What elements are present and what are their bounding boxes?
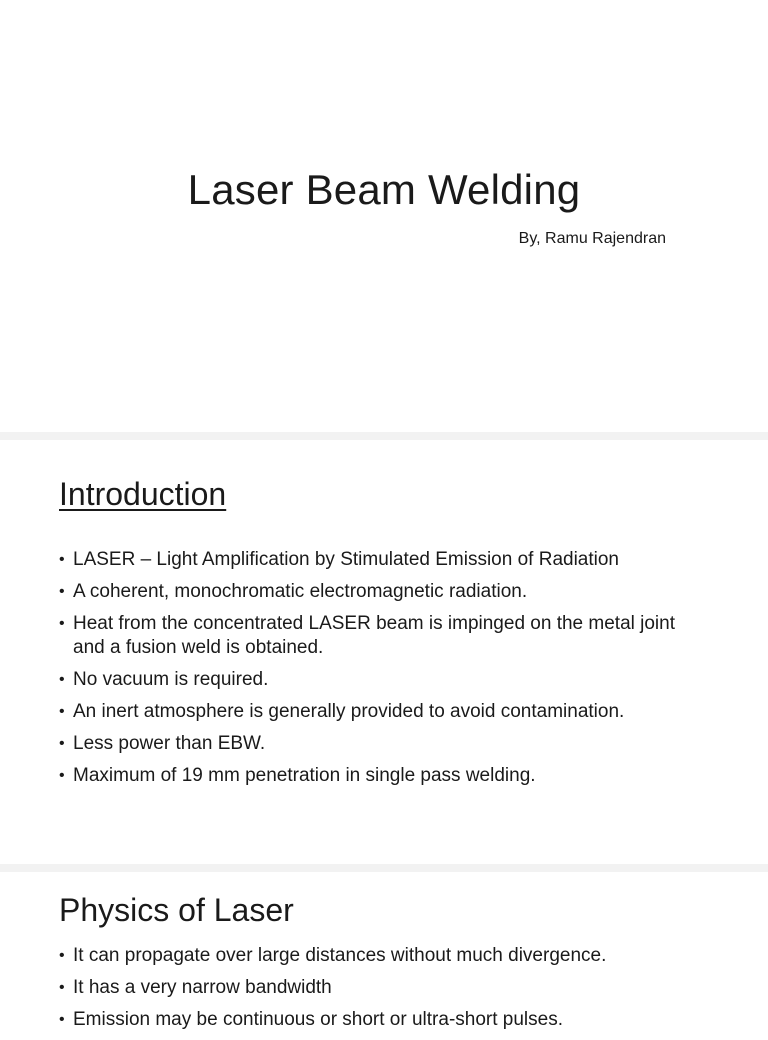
bullet-item: • It can propagate over large distances without much divergence. — [59, 944, 699, 968]
title-slide — [0, 0, 768, 432]
presentation-title: Laser Beam Welding — [187, 166, 581, 213]
introduction-heading: Introduction — [59, 476, 227, 512]
physics-slide — [0, 872, 768, 1030]
bullet-item: • An inert atmosphere is generally provided to avoid contamination. — [59, 700, 699, 724]
bullet-item: • Emission may be continuous or short or ultra-short pulses. — [59, 1008, 699, 1032]
slide-divider — [0, 432, 768, 440]
physics-bullet-list — [59, 944, 699, 1040]
introduction-slide — [0, 440, 768, 864]
bullet-item: • It has a very narrow bandwidth — [59, 976, 699, 1000]
bullet-item: • Maximum of 19 mm penetration in single pass welding. — [59, 764, 699, 788]
bullet-item: • LASER – Light Amplification by Stimulated Emission of Radiation — [59, 548, 699, 572]
slide-divider — [0, 864, 768, 872]
physics-heading: Physics of Laser — [59, 892, 294, 928]
bullet-item: • A coherent, monochromatic electromagnetic radiation. — [59, 580, 699, 604]
bullet-item: • Heat from the concentrated LASER beam is impinged on the metal joint and a fusion weld is obtained. — [59, 612, 699, 660]
author-byline: By, Ramu Rajendran — [518, 230, 666, 247]
bullet-item: • Less power than EBW. — [59, 732, 699, 756]
bullet-item: • No vacuum is required. — [59, 668, 699, 692]
introduction-bullet-list — [59, 548, 699, 796]
